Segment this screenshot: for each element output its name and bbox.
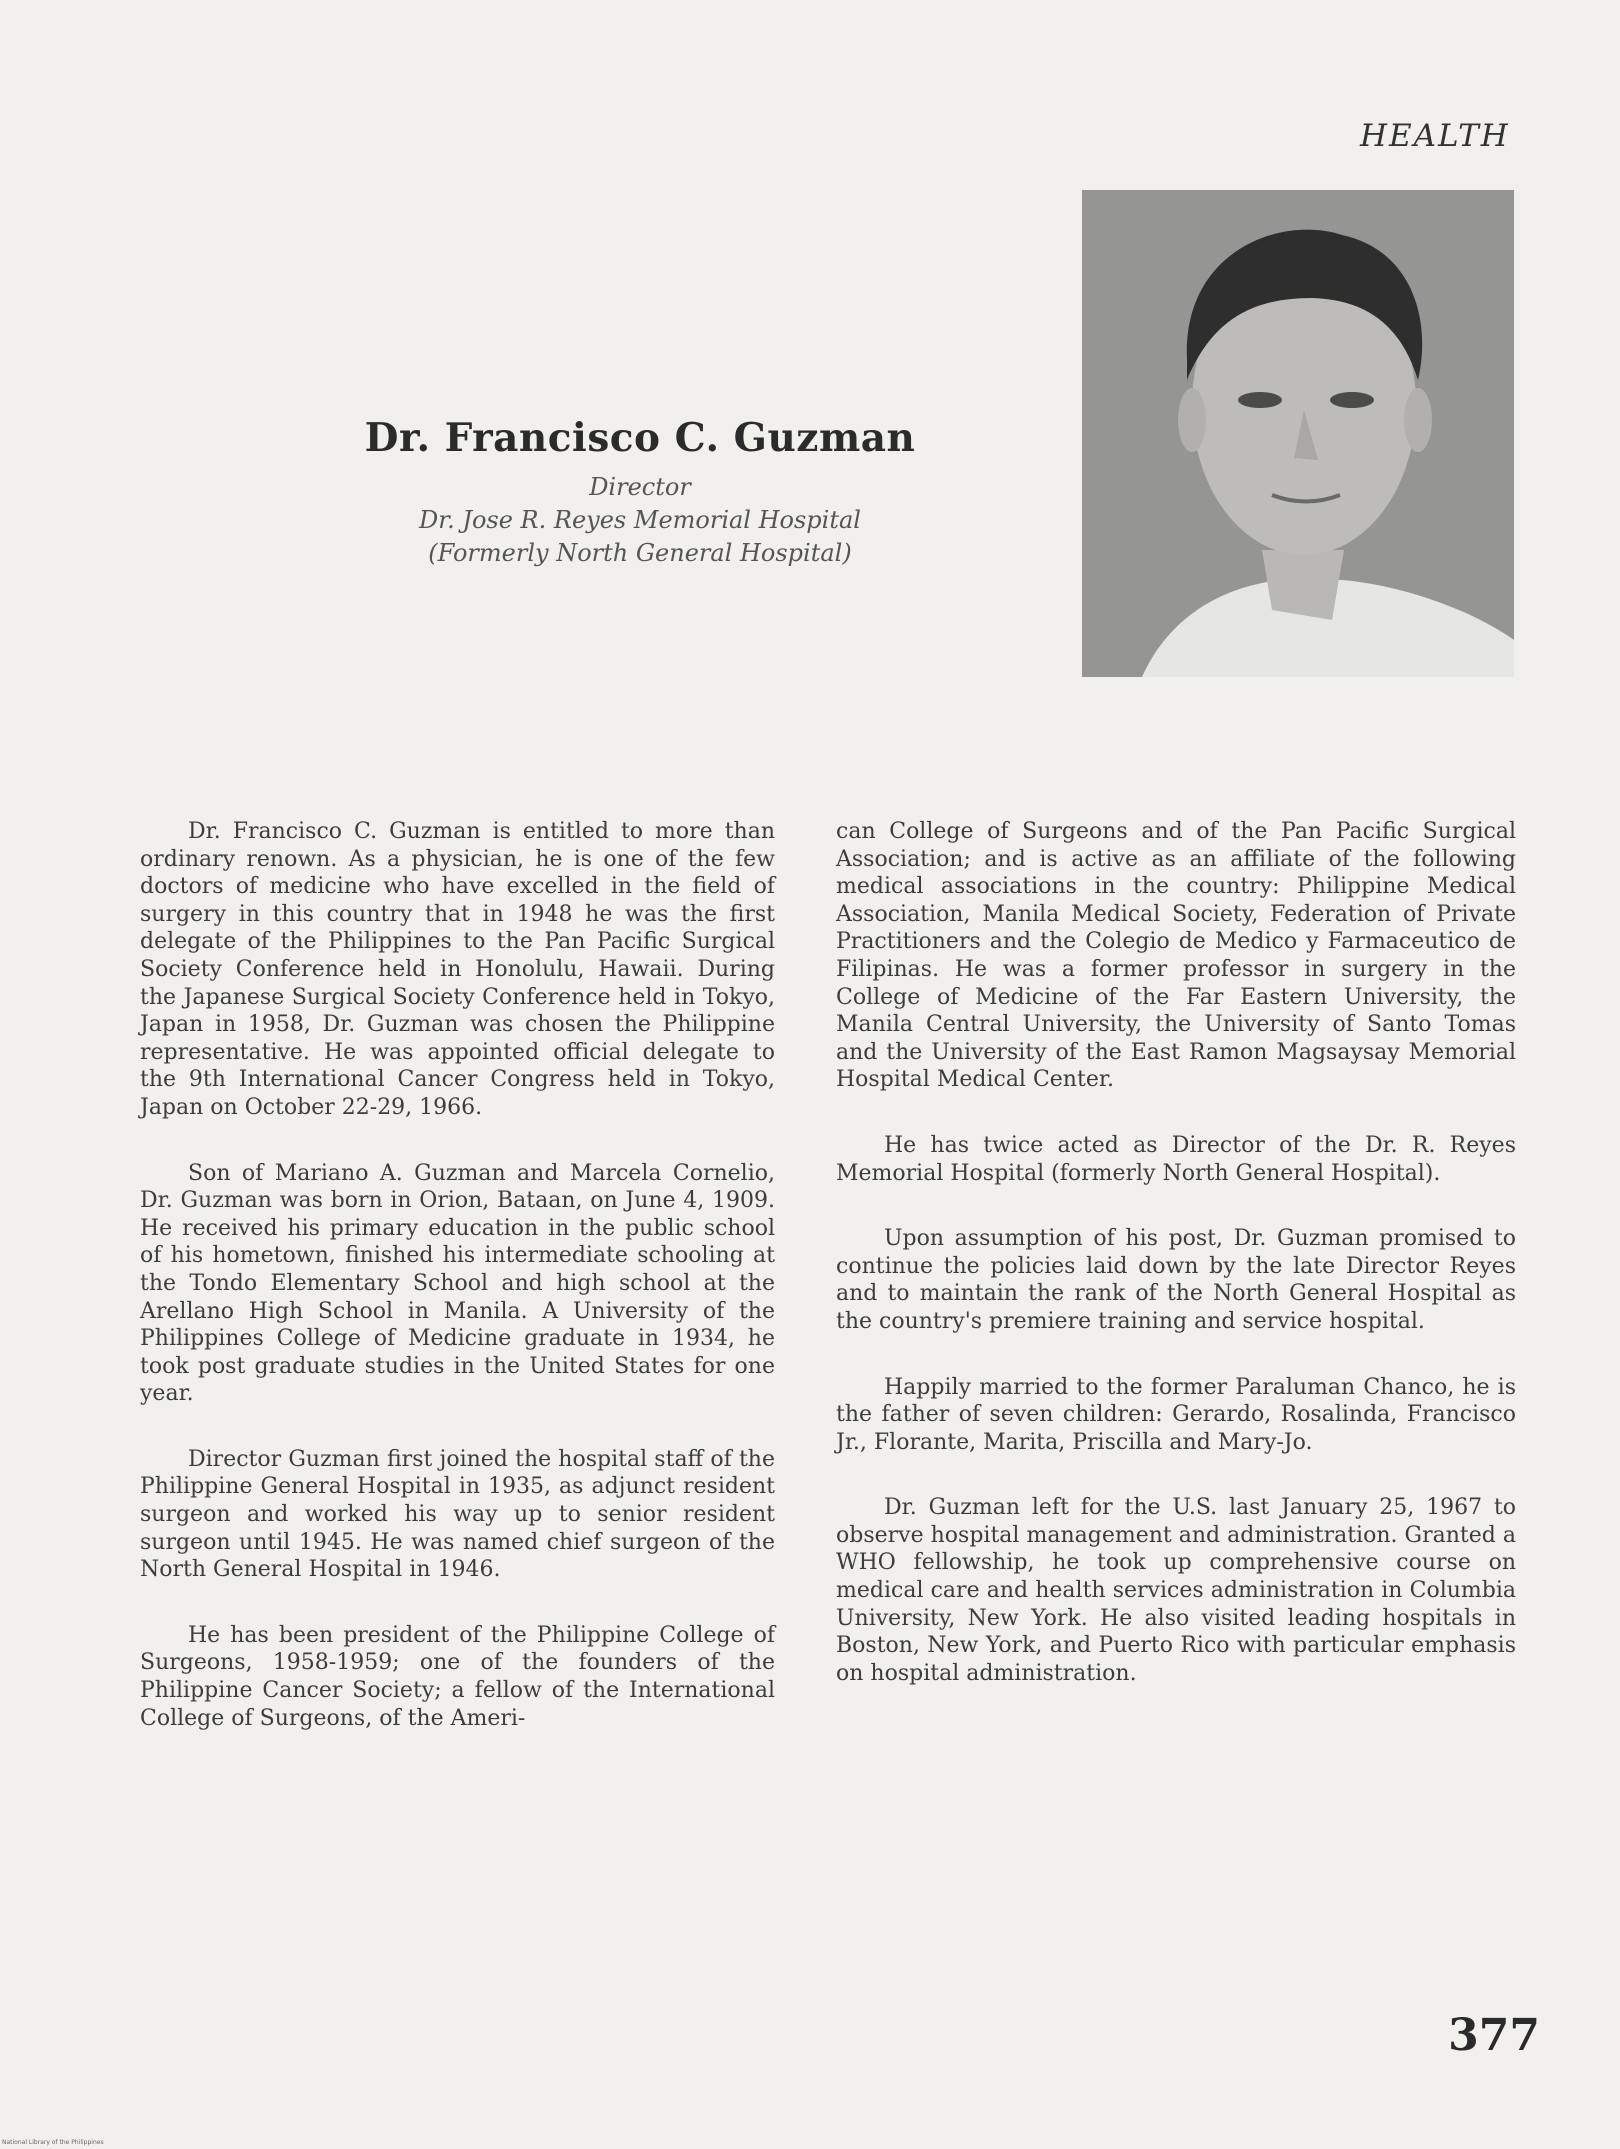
paragraph: can College of Surgeons and of the Pan Pacific Surgical Association; and is active as an affiliate of the following medical associations in the country: Philippine Medical Association, Manila Medical Society, Federation of Private Practitioners and the Colegio de Medico y Farmaceutico de Filipinas. He was a former professor in surgery in the College of Medicine of the Far Eastern University, the Manila Central University, the University of Santo Tomas and the University of the East Ramon Magsaysay Memorial Hospital Medical Center. — [836, 819, 1516, 1093]
footer-credit: National Library of the Philippines — [2, 2139, 104, 2146]
right-column — [836, 818, 1516, 1725]
person-name: Dr. Francisco C. Guzman — [364, 415, 916, 461]
paragraph: Dr. Guzman left for the U.S. last January 25, 1967 to observe hospital management and administration. Granted a WHO fellowship, he took up comprehensive course on medical care and health services administration in Columbia University, New York. He also visited leading hospitals in Boston, New York, and Puerto Rico with particular emphasis on hospital administration. — [836, 1495, 1516, 1686]
portrait-icon — [1082, 190, 1514, 677]
paragraph: He has twice acted as Director of the Dr. R. Reyes Memorial Hospital (formerly North General Hospital). — [836, 1132, 1516, 1186]
left-column — [140, 818, 775, 1770]
section-label: HEALTH — [1360, 118, 1510, 154]
paragraph: Upon assumption of his post, Dr. Guzman promised to continue the policies laid down by the late Director Reyes and to maintain the rank of the North General Hospital as the country's premiere training and service hospital. — [836, 1226, 1516, 1334]
hospital-name: Dr. Jose R. Reyes Memorial Hospital — [419, 506, 861, 534]
hospital-former-name: (Formerly North General Hospital) — [428, 539, 852, 567]
paragraph: Director Guzman first joined the hospital staff of the Philippine General Hospital in 1935, as adjunct resident surgeon and worked his way up to senior resident surgeon until 1945. He was named chief surgeon of the North General Hospital in 1946. — [140, 1446, 775, 1583]
paragraph: Son of Mariano A. Guzman and Marcela Cornelio, Dr. Guzman was born in Orion, Bataan, on June 4, 1909. He received his primary education in the public school of his hometown, finished his intermediate schooling at the Tondo Elementary School and high school at the Arellano High School in Manila. A University of the Philippines College of Medicine graduate in 1934, he took post graduate studies in the United States for one year. — [140, 1160, 775, 1407]
page-number: 377 — [1448, 2010, 1540, 2061]
paragraph: Happily married to the former Paraluman Chanco, he is the father of seven children: Gerardo, Rosalinda, Francisco Jr., Florante, Marita, Priscilla and Mary-Jo. — [836, 1374, 1516, 1455]
article-header — [360, 415, 920, 570]
portrait-photo — [1082, 190, 1514, 677]
person-title: Director — [589, 473, 691, 501]
paragraph: He has been president of the Philippine College of Surgeons, 1958-1959; one of the founders of the Philippine Cancer Society; a fellow of the International College of Surgeons, of the Ameri- — [140, 1622, 775, 1731]
paragraph: Dr. Francisco C. Guzman is entitled to more than ordinary renown. As a physician, he is one of the few doctors of medicine who have excelled in the field of surgery in this country that in 1948 he was the first delegate of the Philippines to the Pan Pacific Surgical Society Conference held in Honolulu, Hawaii. During the Japanese Surgical Society Conference held in Tokyo, Japan in 1958, Dr. Guzman was chosen the Philippine representative. He was appointed official delegate to the 9th International Cancer Congress held in Tokyo, Japan on October 22-29, 1966. — [140, 819, 775, 1120]
